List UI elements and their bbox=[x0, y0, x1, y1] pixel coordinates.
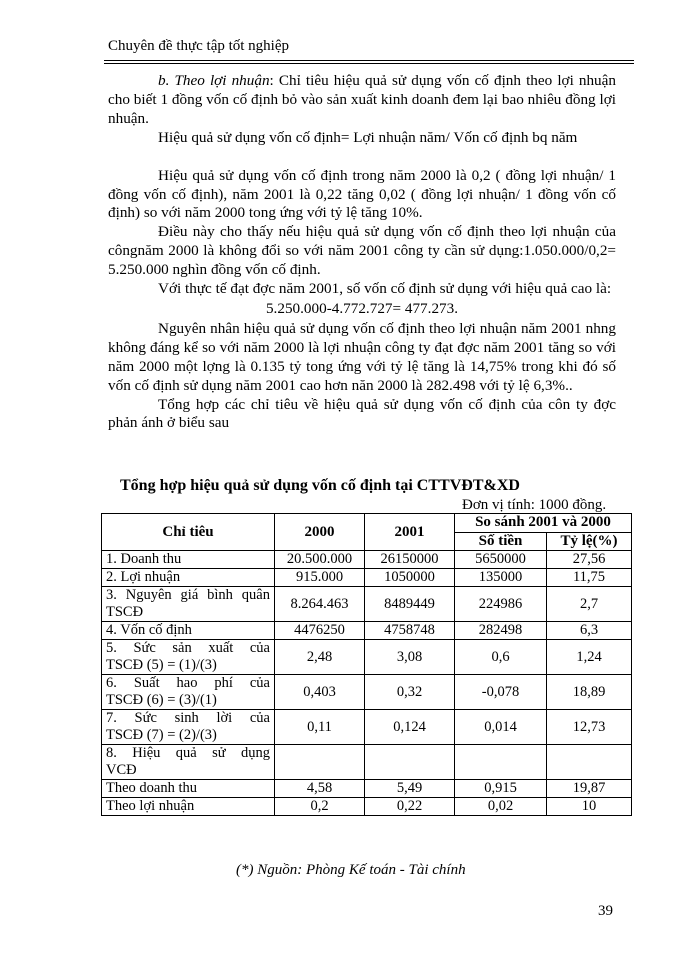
table-title: Tổng hợp hiệu quả sử dụng vốn cố định tại CTTVĐT&XD bbox=[120, 477, 520, 494]
cell-amount: 135000 bbox=[455, 569, 547, 587]
row-label: 2. Lợi nhuận bbox=[102, 569, 275, 587]
paragraph-cause: Nguyên nhân hiệu quả sử dụng vốn cố định theo lợi nhuận năm 2001 nhng không đáng kể so với năm 2000 là lợi nhuận công ty đạt đợc năm 2001 tăng so với năm 2000 một lợng là 0.135 tỷ tong ứng với tỷ lệ tăng là 14,75% trong khi đó số vốn cố định sử dụng năm 2001 cao hơn năn 2000 là 282.498 với tỷ lệ 6,3%.. bbox=[108, 319, 616, 394]
header-rule-bottom bbox=[104, 63, 634, 64]
row-label bbox=[102, 745, 275, 780]
header-2001: 2001 bbox=[365, 514, 455, 551]
calculation-line: 5.250.000-4.772.727= 477.273. bbox=[265, 299, 459, 317]
cell-ratio: 12,73 bbox=[547, 710, 632, 745]
cell-2000: 4476250 bbox=[275, 622, 365, 640]
page-header-title: Chuyên đề thực tập tốt nghiệp bbox=[108, 38, 290, 54]
cell-ratio: 18,89 bbox=[547, 675, 632, 710]
row-label: Theo lợi nhuận bbox=[102, 798, 275, 816]
cell-ratio: 11,75 bbox=[547, 569, 632, 587]
row-label-line2: VCĐ bbox=[106, 762, 137, 778]
cell-2000: 2,48 bbox=[275, 640, 365, 675]
cell-ratio: 6,3 bbox=[547, 622, 632, 640]
cell-ratio: 1,24 bbox=[547, 640, 632, 675]
row-label bbox=[102, 710, 275, 745]
paragraph-profit-definition bbox=[108, 72, 616, 129]
paragraph-constant-efficiency: Điều này cho thấy nếu hiệu quả sử dụng vốn cố định theo lợi nhuận của côngnăm 2000 là không đổi so với năm 2001 công ty cần sử dụng:1.050.000/0,2= 5.250.000 nghìn đồng vốn cố định. bbox=[108, 223, 616, 279]
table-row bbox=[102, 710, 632, 745]
cell-amount: 0,6 bbox=[455, 640, 547, 675]
row-label: 1. Doanh thu bbox=[102, 551, 275, 569]
cell-2001: 26150000 bbox=[365, 551, 455, 569]
cell-2000: 915.000 bbox=[275, 569, 365, 587]
row-label-line2: TSCĐ (5) = (1)/(3) bbox=[106, 657, 217, 673]
header-compare: So sánh 2001 và 2000 bbox=[455, 514, 632, 533]
paragraph-actual-2001: Với thực tế đạt đợc năm 2001, số vốn cố định sử dụng với hiệu quả cao là: bbox=[158, 280, 612, 298]
cell-amount: -0,078 bbox=[455, 675, 547, 710]
table-row bbox=[102, 551, 632, 569]
row-label bbox=[102, 640, 275, 675]
cell-2001: 5,49 bbox=[365, 780, 455, 798]
table-row bbox=[102, 780, 632, 798]
cell-amount: 0,915 bbox=[455, 780, 547, 798]
row-label-line2: TSCĐ bbox=[106, 604, 144, 620]
formula-line: Hiệu quả sử dụng vốn cố định= Lợi nhuận năm/ Vốn cố định bq năm bbox=[158, 128, 578, 146]
cell-2001: 4758748 bbox=[365, 622, 455, 640]
cell-amount: 0,014 bbox=[455, 710, 547, 745]
cell-2000: 4,58 bbox=[275, 780, 365, 798]
header-2000: 2000 bbox=[275, 514, 365, 551]
cell-amount bbox=[455, 745, 547, 780]
table-unit: Đơn vị tính: 1000 đồng. bbox=[462, 497, 607, 513]
subheading-profit: b. Theo lợi nhuận bbox=[158, 72, 270, 89]
row-label-line2: TSCĐ (7) = (2)/(3) bbox=[106, 727, 217, 743]
paragraph-profit-definition-text: : Chỉ tiêu hiệu quả sử dụng vốn cố định theo lợi nhuận cho biết 1 đồng vốn cố định bỏ vào sản xuất kinh doanh đem lại bao nhiêu đồng lợi nhuận. bbox=[108, 72, 616, 127]
cell-ratio: 2,7 bbox=[547, 587, 632, 622]
row-label-line2: TSCĐ (6) = (3)/(1) bbox=[106, 692, 217, 708]
table-header-row bbox=[102, 514, 632, 533]
page-number: 39 bbox=[598, 903, 613, 919]
row-label bbox=[102, 587, 275, 622]
row-label: Theo doanh thu bbox=[102, 780, 275, 798]
body-text bbox=[108, 72, 616, 433]
cell-ratio: 10 bbox=[547, 798, 632, 816]
cell-2001: 1050000 bbox=[365, 569, 455, 587]
cell-2001: 8489449 bbox=[365, 587, 455, 622]
cell-2001: 0,32 bbox=[365, 675, 455, 710]
cell-amount: 0,02 bbox=[455, 798, 547, 816]
row-label-line1: 8. Hiệu quả sử dụng bbox=[106, 745, 270, 761]
table-row bbox=[102, 798, 632, 816]
cell-2000 bbox=[275, 745, 365, 780]
cell-2000: 0,11 bbox=[275, 710, 365, 745]
cell-2001 bbox=[365, 745, 455, 780]
header-ratio: Tỷ lệ(%) bbox=[547, 532, 632, 551]
table-row bbox=[102, 640, 632, 675]
row-label-line1: 5. Sức sản xuất của bbox=[106, 640, 270, 656]
efficiency-table bbox=[101, 513, 632, 816]
row-label bbox=[102, 675, 275, 710]
cell-2000: 0,2 bbox=[275, 798, 365, 816]
row-label-line1: 6. Suất hao phí của bbox=[106, 675, 270, 691]
cell-2001: 0,22 bbox=[365, 798, 455, 816]
header-amount: Số tiền bbox=[455, 532, 547, 551]
table-row bbox=[102, 569, 632, 587]
table-row bbox=[102, 587, 632, 622]
cell-2000: 20.500.000 bbox=[275, 551, 365, 569]
cell-amount: 282498 bbox=[455, 622, 547, 640]
cell-ratio: 27,56 bbox=[547, 551, 632, 569]
row-label: 4. Vốn cố định bbox=[102, 622, 275, 640]
cell-amount: 224986 bbox=[455, 587, 547, 622]
cell-ratio: 19,87 bbox=[547, 780, 632, 798]
cell-2001: 3,08 bbox=[365, 640, 455, 675]
row-label-line1: 3. Nguyên giá bình quân bbox=[106, 587, 270, 603]
paragraph-efficiency-2000-2001: Hiệu quả sử dụng vốn cố định trong năm 2000 là 0,2 ( đồng lợi nhuận/ 1 đồng vốn cố định), năm 2001 là 0,22 tăng 0,02 ( đồng lợi nhuận/ 1 đồng vốn cố định) so với năm 2000 tong ứng với tỷ lệ tăng 10%. bbox=[108, 166, 616, 222]
cell-2000: 8.264.463 bbox=[275, 587, 365, 622]
cell-2000: 0,403 bbox=[275, 675, 365, 710]
header-rule-top bbox=[104, 60, 634, 61]
paragraph-summary-intro: Tổng hợp các chỉ tiêu về hiệu quả sử dụng vốn cố định của côn ty đợc phản ánh ở biểu sau bbox=[108, 395, 616, 432]
cell-ratio bbox=[547, 745, 632, 780]
cell-2001: 0,124 bbox=[365, 710, 455, 745]
table-row bbox=[102, 622, 632, 640]
row-label-line1: 7. Sức sinh lời của bbox=[106, 710, 270, 726]
cell-amount: 5650000 bbox=[455, 551, 547, 569]
source-note: (*) Nguồn: Phòng Kế toán - Tài chính bbox=[236, 862, 466, 878]
table-row bbox=[102, 675, 632, 710]
header-indicator: Chỉ tiêu bbox=[102, 514, 275, 551]
table-row bbox=[102, 745, 632, 780]
